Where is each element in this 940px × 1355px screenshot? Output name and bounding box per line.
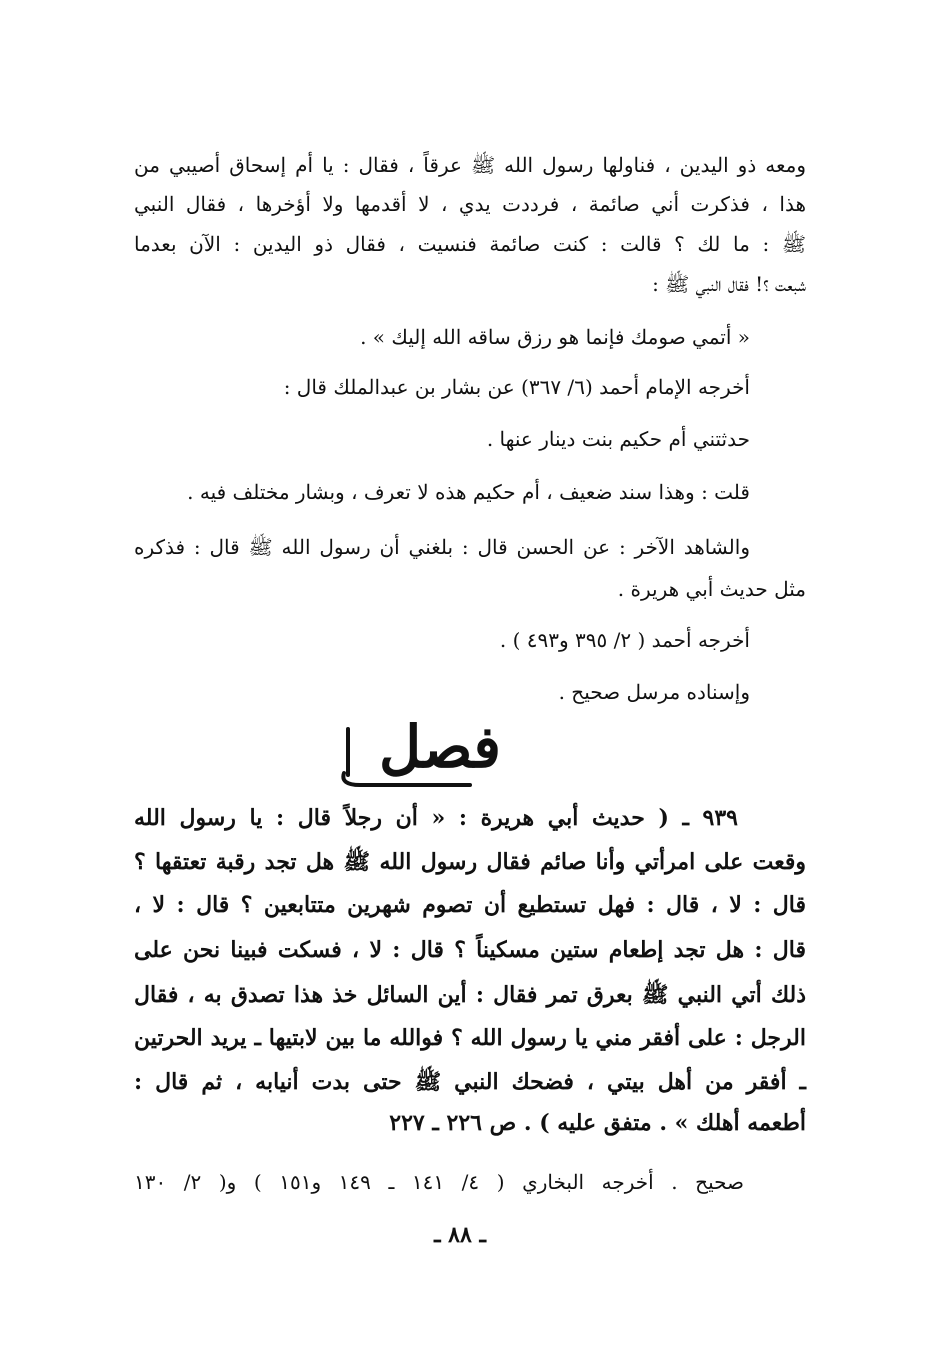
hadith-line: ذلك أتي النبي ﷺ بعرق تمر فقال : أين السائل خذ هذا تصدق به ، فقال [134,982,806,1008]
chain-line: حدثتني أم حكيم بنت دينار عنها . [486,427,750,451]
quote-line: « أتمي صومك فإنما هو رزق ساقه الله إليك » . [360,325,750,349]
paragraph-line: ومعه ذو اليدين ، فناولها رسول الله ﷺ عرقاً ، فقال : يا أم إسحاق أصيبي من [134,153,806,177]
shahid-line: والشاهد الآخر : عن الحسن قال : بلغني أن رسول الله ﷺ قال : فذكره [134,535,750,559]
verdict-line: صحيح . أخرجه البخاري ( ٤/ ١٤١ ـ ١٤٩ و١٥١ ) و( ٢/ ١٣٠ [134,1170,744,1194]
paragraph-line: هذا ، فذكرت أني صائمة ، فرددت يدي ، لا أقدمها ولا أؤخرها ، فقال النبي [134,192,806,216]
hadith-line: ٩٣٩ ـ ( حديث أبي هريرة : « أن رجلاً قال : يا رسول الله [134,805,738,831]
takhrij-line: أخرجه أحمد ( ٢/ ٣٩٥ و٤٩٣ ) . [499,628,750,652]
hadith-line: قال : هل تجد إطعام ستين مسكيناً ؟ قال : لا ، فسكت فبينا نحن على [134,937,806,963]
paragraph-line: شبعت ؟! فقال النبي ﷺ : [652,272,806,296]
section-heading-calligraphy [320,705,560,795]
shahid-line: مثل حديث أبي هريرة . [617,577,806,601]
note-line: قلت : وهذا سند ضعيف ، أم حكيم هذه لا تعرف ، وبشار مختلف فيه . [187,480,750,504]
isnad-line: وإسناده مرسل صحيح . [558,680,750,704]
hadith-line: أطعمه أهلك » . متفق عليه ) . ص ٢٢٦ ـ ٢٢٧ [389,1110,806,1136]
takhrij-line: أخرجه الإمام أحمد (٦/ ٣٦٧) عن بشار بن عبدالملك قال : [283,375,750,399]
page-number: ـ ٨٨ ـ [434,1222,486,1248]
hadith-line: قال : لا ، قال : فهل تستطيع أن تصوم شهرين متتابعين ؟ قال : لا ، [134,892,806,918]
hadith-line: الرجل : على أفقر مني يا رسول الله ؟ فوالله ما بين لابتيها ـ يريد الحرتين [134,1025,806,1051]
hadith-line: وقعت على امرأتي وأنا صائم فقال رسول الله ﷺ هل تجد رقبة تعتقها ؟ [134,849,806,875]
paragraph-line: ﷺ : ما لك ؟ قالت : كنت صائمة فنسيت ، فقال ذو اليدين : الآن بعدما [134,232,806,256]
hadith-line: ـ أفقر من أهل بيتي ، فضحك النبي ﷺ حتى بدت أنيابه ، ثم قال : [134,1069,806,1095]
section-heading-text: فصل [379,713,501,781]
